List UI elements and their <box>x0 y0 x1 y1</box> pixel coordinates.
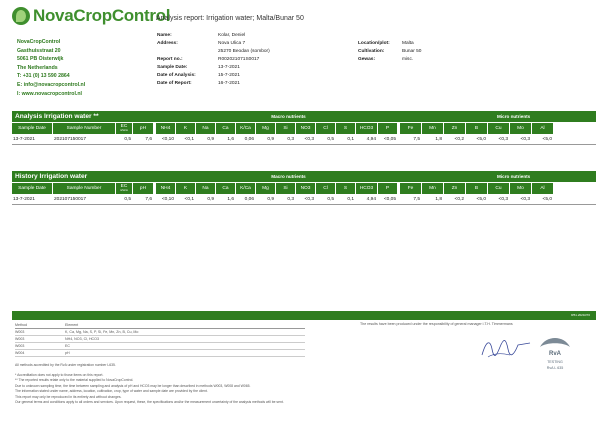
location-labels <box>358 40 390 64</box>
cell-macro: 0,9 <box>207 137 214 142</box>
col-micro: Zn <box>444 183 465 194</box>
cell-ph: 7,6 <box>145 137 152 142</box>
location-values <box>402 40 421 64</box>
col-macro: NO3 <box>296 123 315 134</box>
crop-value: misc. <box>402 57 414 62</box>
note: Due to unknown sampling time, the time between sampling and analysis of pH and HCO3 may be longer than described in methods W003, W008 and W065. <box>15 383 251 388</box>
cultivation-value: Bunar 50 <box>402 49 422 54</box>
logo-text: NovaCropControl <box>33 6 171 25</box>
accreditation-note: All methods accredited by the RvA under registration number L635. <box>15 363 116 367</box>
col-micro: Fe <box>400 123 421 134</box>
col-macro: K/Ca <box>236 183 255 194</box>
note: ** The reported results relate only to the material supplied to NovaCropControl. <box>15 378 134 383</box>
cell-micro: <0,3 <box>498 197 508 202</box>
col-macro: Cl <box>316 123 335 134</box>
company-name: NovaCropControl <box>17 39 61 45</box>
col-ec-label: EC <box>120 124 128 129</box>
col-micro: Cu <box>488 183 509 194</box>
cell-macro: 0,5 <box>327 197 334 202</box>
cell-number: 202107150017 <box>54 197 87 202</box>
sample-date-label: Sample Date: <box>157 65 188 70</box>
report-info-labels <box>157 32 196 88</box>
cell-macro: 0,5 <box>327 137 334 142</box>
crop-label: Gewas: <box>358 57 376 62</box>
cultivation-label: Cultivation: <box>358 49 385 54</box>
col-micro: Al <box>532 183 553 194</box>
col-micro: B <box>466 123 487 134</box>
col-macro: Mg <box>256 183 275 194</box>
method-elements: K, Ca, Mg, Na, S, P, Si, Fe, Mn, Zn, B, Cu, Mo <box>65 330 139 334</box>
methods-header <box>15 322 305 329</box>
col-macro: Si <box>276 183 295 194</box>
report-date-value: 16-7-2021 <box>218 81 240 86</box>
location-value: Malta <box>402 41 414 46</box>
history-header-row <box>12 183 596 194</box>
cell-macro: <0,1 <box>184 197 194 202</box>
cell-date: 13-7-2021 <box>13 197 35 202</box>
cell-micro: <5,0 <box>476 137 486 142</box>
col-macro: Na <box>196 183 215 194</box>
cell-macro: 0,9 <box>267 197 274 202</box>
sample-date-value: 13-7-2021 <box>218 65 240 70</box>
method-code: W003 <box>15 344 25 348</box>
cell-micro: <0,3 <box>498 137 508 142</box>
company-logo <box>12 6 170 26</box>
col-macro: Na <box>196 123 215 134</box>
cell-macro: <0,05 <box>383 137 396 142</box>
micro-group-label: Micro nutrients <box>497 114 531 119</box>
cell-micro: 1,8 <box>435 137 442 142</box>
col-micro: Mo <box>510 183 531 194</box>
col-ph: pH <box>133 183 153 194</box>
cell-macro: <0,10 <box>161 137 174 142</box>
cell-micro: <5,0 <box>542 137 552 142</box>
footer-bar <box>12 311 596 320</box>
company-postal: 5061 PB Oisterwijk <box>17 56 64 63</box>
method-elements: pH <box>65 351 70 355</box>
report-notes <box>15 373 284 405</box>
col-macro: P <box>378 183 397 194</box>
note: Our general terms and conditions apply to all orders and services. Upon request, these, the specifications and/or the measurement uncertainty of the analysis methods will be sent. <box>15 400 284 405</box>
responsibility-note: The results have been produced under the responsibility of general manager i.T.H. Timmermans <box>360 322 513 326</box>
cell-micro: <0,2 <box>454 197 464 202</box>
company-address <box>17 38 85 98</box>
col-sample-number: Sample Number <box>53 183 115 194</box>
cell-macro: 0,06 <box>244 137 254 142</box>
col-macro: NH4 <box>156 123 175 134</box>
col-macro: K/Ca <box>236 123 255 134</box>
col-sample-number: Sample Number <box>53 123 115 134</box>
company-street: Gasthuisstraat 20 <box>17 47 61 54</box>
col-macro: P <box>378 123 397 134</box>
cell-macro: 1,6 <box>227 197 234 202</box>
method-code: W003 <box>15 330 25 334</box>
table-row <box>12 134 596 145</box>
cell-macro: <0,10 <box>161 197 174 202</box>
col-ec-label: EC <box>120 184 128 189</box>
cell-macro: 4,94 <box>366 137 376 142</box>
analysis-header-row <box>12 123 596 134</box>
table-row <box>12 194 596 205</box>
rva-line1: TESTING <box>547 360 563 364</box>
col-ph: pH <box>133 123 153 134</box>
macro-group-label: Macro nutrients <box>271 174 306 179</box>
col-macro: NO3 <box>296 183 315 194</box>
col-micro: Al <box>532 123 553 134</box>
cell-macro: <0,3 <box>304 197 314 202</box>
company-country: The Netherlands <box>17 64 58 71</box>
col-macro: Si <box>276 123 295 134</box>
analysis-date-label: Date of Analysis: <box>157 73 196 78</box>
cell-macro: <0,3 <box>304 137 314 142</box>
note: This report may only be reproduced in its entirety and without changes. <box>15 394 122 399</box>
methods-head-method: Method <box>15 323 27 327</box>
address-label: Address: <box>157 41 178 46</box>
table-row <box>15 350 305 357</box>
cell-micro: <0,2 <box>454 137 464 142</box>
name-value: Kolar, Deniel <box>218 33 246 38</box>
cell-macro: 0,1 <box>347 197 354 202</box>
methods-table <box>15 322 305 357</box>
cell-macro: 0,3 <box>287 197 294 202</box>
analysis-section <box>12 111 596 145</box>
cell-macro: <0,1 <box>184 137 194 142</box>
analysis-title-bar <box>12 111 596 122</box>
svg-text:RvA: RvA <box>548 351 562 357</box>
col-macro: HCO3 <box>356 123 377 134</box>
col-macro: NH4 <box>156 183 175 194</box>
cell-micro: <5,0 <box>542 197 552 202</box>
rva-line2: RvA L 635 <box>546 366 564 370</box>
cell-macro: 0,1 <box>347 137 354 142</box>
table-row <box>15 343 305 350</box>
cell-macro: 0,06 <box>244 197 254 202</box>
location-label: Location/plot: <box>358 41 390 46</box>
table-row <box>15 329 305 336</box>
history-section <box>12 171 596 205</box>
col-ec-unit: mS/cm <box>119 129 129 132</box>
table-row <box>15 336 305 343</box>
analysis-date-value: 15-7-2021 <box>218 73 240 78</box>
footer-code: 8/51.2021R70 <box>571 313 590 317</box>
cell-micro: 7,5 <box>413 137 420 142</box>
col-macro: Cl <box>316 183 335 194</box>
col-ec <box>116 123 132 134</box>
macro-group-label: Macro nutrients <box>271 114 306 119</box>
address-line2: 25270 Beodan (sombor) <box>218 49 270 54</box>
col-macro: S <box>336 183 355 194</box>
note: * Accreditation does not apply to those items on this report. <box>15 373 104 377</box>
report-title: Analysis report: Irrigation water; Malta/Bunar 50 <box>156 15 304 22</box>
col-micro: B <box>466 183 487 194</box>
micro-group-label: Micro nutrients <box>497 174 531 179</box>
col-ec <box>116 183 132 194</box>
cell-macro: 0,9 <box>267 137 274 142</box>
methods-head-element: Element <box>65 323 79 327</box>
cell-macro: <0,05 <box>383 197 396 202</box>
cell-number: 202107150017 <box>54 137 87 142</box>
cell-macro: 4,94 <box>366 197 376 202</box>
method-code: W004 <box>15 351 25 355</box>
cell-micro: <0,3 <box>520 137 530 142</box>
cell-micro: 1,8 <box>435 197 442 202</box>
company-email: E: info@novacropcontrol.nl <box>17 81 86 88</box>
leaf-icon <box>12 7 30 25</box>
analysis-title: Analysis Irrigation water ** <box>15 113 99 120</box>
signature-icon <box>480 335 532 361</box>
cell-ec: 0,5 <box>124 137 131 142</box>
cell-macro: 0,9 <box>207 197 214 202</box>
cell-micro: <0,3 <box>520 197 530 202</box>
col-macro: Ca <box>216 123 235 134</box>
name-label: Name: <box>157 33 172 38</box>
col-macro: HCO3 <box>356 183 377 194</box>
col-macro: K <box>176 123 195 134</box>
report-info-values <box>218 32 270 88</box>
report-date-label: Date of Report: <box>157 81 192 86</box>
col-micro: Mn <box>422 123 443 134</box>
report-no-value: R002021071S0017 <box>218 57 260 62</box>
cell-micro: <5,0 <box>476 197 486 202</box>
cell-macro: 0,3 <box>287 137 294 142</box>
col-micro: Cu <box>488 123 509 134</box>
col-macro: S <box>336 123 355 134</box>
col-sample-date: Sample Date <box>12 123 52 134</box>
col-macro: Mg <box>256 123 275 134</box>
col-micro: Mn <box>422 183 443 194</box>
col-micro: Fe <box>400 183 421 194</box>
col-sample-date: Sample Date <box>12 183 52 194</box>
method-elements: NH4, NO3, Cl, HCO3 <box>65 337 99 341</box>
cell-macro: 1,6 <box>227 137 234 142</box>
history-title: History Irrigation water <box>15 173 88 180</box>
col-ec-unit: mS/cm <box>119 189 129 192</box>
company-phone: T: +31 (0) 13 590 2864 <box>17 73 70 80</box>
cell-ph: 7,6 <box>145 197 152 202</box>
report-no-label: Report no.: <box>157 57 183 62</box>
col-micro: Mo <box>510 123 531 134</box>
method-elements: EC <box>65 344 70 348</box>
cell-ec: 0,5 <box>124 197 131 202</box>
address-line1: Nova Ulica 7 <box>218 41 246 46</box>
col-macro: Ca <box>216 183 235 194</box>
cell-date: 13-7-2021 <box>13 137 35 142</box>
col-micro: Zn <box>444 123 465 134</box>
rva-accreditation-logo <box>538 333 572 373</box>
history-title-bar <box>12 171 596 182</box>
note: The information stated under name, address, location, cultivation, crop, type of water and sample date are provided by the client. <box>15 389 208 394</box>
company-website: I: www.novacropcontrol.nl <box>17 90 82 97</box>
method-code: W003 <box>15 337 25 341</box>
col-macro: K <box>176 183 195 194</box>
cell-micro: 7,5 <box>413 197 420 202</box>
